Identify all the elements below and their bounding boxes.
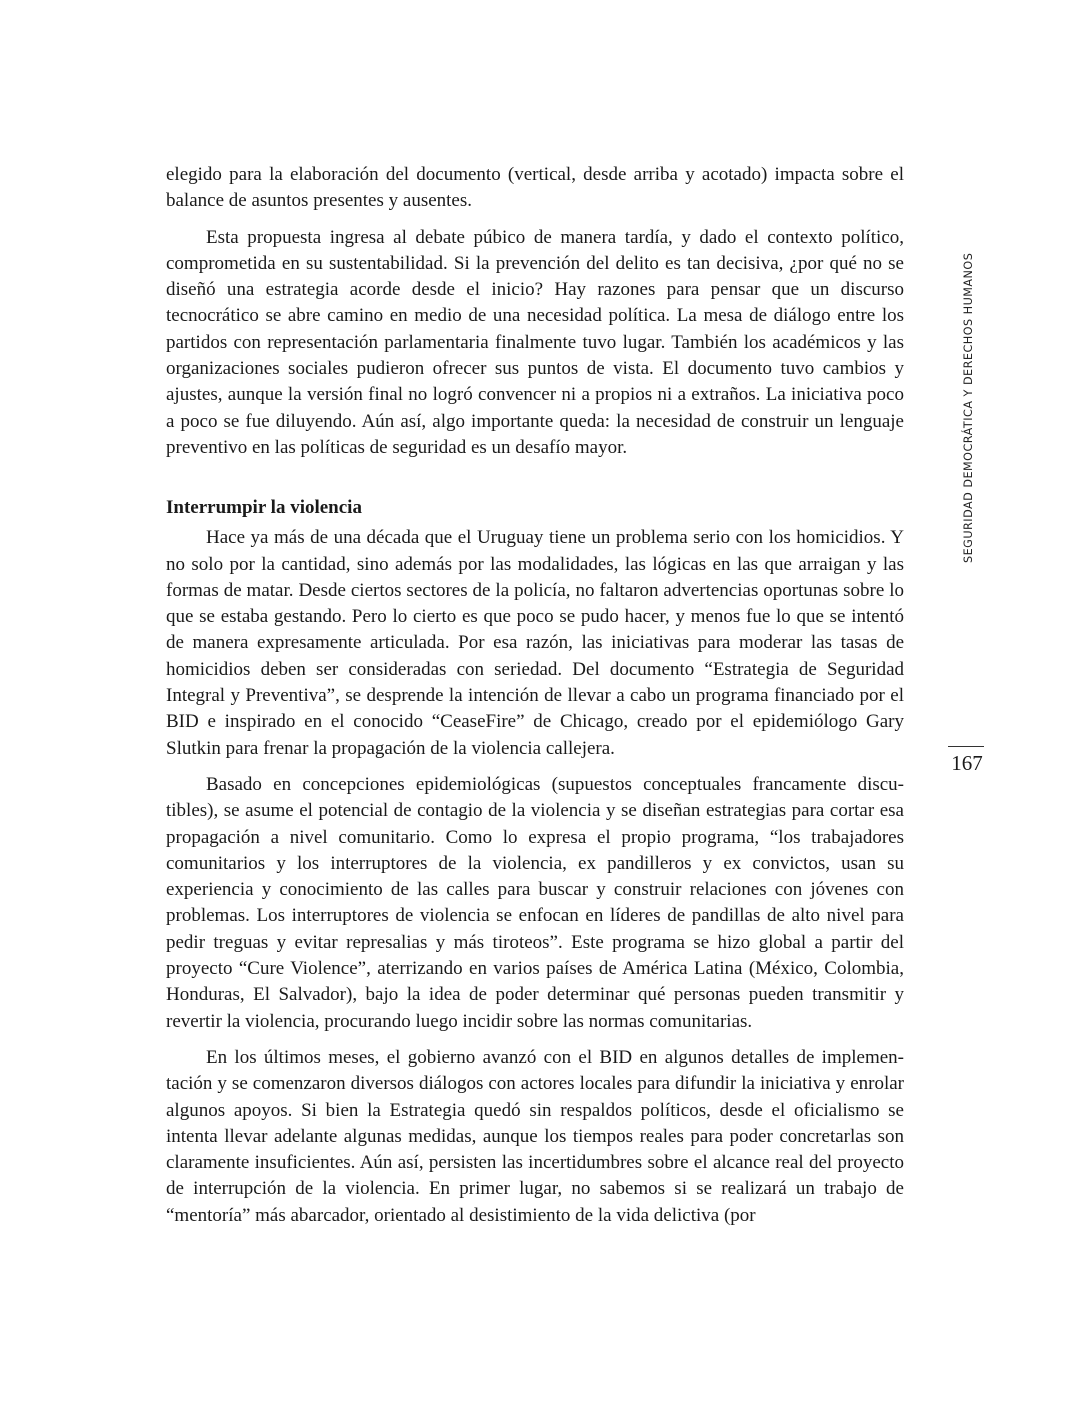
paragraph: Hace ya más de una década que el Uruguay tiene un problema serio con los homicidios. Y no solo por la cantidad, sino además por las modalidades, las lógicas en las que arraigan y las formas de matar. Desde ciertos sectores de la policía, no faltaron advertencias oportunas sobre lo que se estaba gestando. Pero lo cierto es que poco se pudo hacer, y menos fue lo que se intentó de manera expresamente articulada. Por esa razón, las iniciativas para moderar las tasas de homicidios deben ser consideradas con seriedad. Del documento “Estrategia de Seguridad Integral y Preventiva”, se desprende la intención de llevar a cabo un programa financiado por el BID e inspirado en el conocido “CeaseFire” de Chicago, creado por el epidemiólogo Gary Slutkin para frenar la propagación de la violencia callejera. — [166, 527, 904, 759]
paragraph: En los últimos meses, el gobierno avanzó con el BID en algunos detalles de implementación y se comenzaron diversos diálogos con actores locales para difundir la iniciativa y enrolar algunos apoyos. Si bien la Estrategia quedó sin respaldos políticos, desde el oficialismo se intenta llevar adelante algunas medidas, aunque los tiempos reales para poder concretarlas son claramente insuficientes. Aún así, persisten las incertidumbres sobre el alcance real del proyecto de interrupción de la violencia. En primer lugar, no sabemos si se realizará un trabajo de “mentoría” más abarcador, orientado al desistimiento de la vida delictiva (por — [166, 1046, 904, 1226]
body-text — [166, 162, 904, 1229]
section-heading: Interrumpir la violencia — [166, 497, 362, 519]
page-number: 167 — [951, 751, 983, 775]
paragraph: Basado en concepciones epidemiológicas (supuestos conceptuales francamente discutibles), se asume el potencial de contagio de la violencia y se diseñan estrategias para cortar esa propagación a nivel comunitario. Como lo expresa el propio programa, “los trabajadores comunitarios y los interruptores de la violencia, ex pandilleros y ex convictos, usan su experiencia y conocimiento de las calles para buscar y construir relaciones con jóvenes con problemas. Los interruptores de violencia se enfocan en líderes de pandillas de alto nivel para pedir treguas y evitar represalias y más tiroteos”. Este programa se hizo global a partir del proyecto “Cure Violence”, aterrizando en varios países de América Latina (México, Colombia, Honduras, El Salvador), bajo la idea de poder determinar qué personas pueden transmitir y revertir la violencia, procurando luego incidir sobre las normas comunitarias. — [166, 773, 904, 1032]
page-number-rule — [948, 746, 984, 747]
running-head: SEGURIDAD DEMOCRÁTICA Y DERECHOS HUMANOS — [962, 252, 975, 563]
paragraph: elegido para la elaboración del documento (vertical, desde arriba y acotado) impacta sobre el balance de asuntos presentes y ausentes. — [166, 164, 904, 212]
paragraph: Esta propuesta ingresa al debate púbico de manera tardía, y dado el contexto político, comprometida en su sustentabilidad. Si la prevención del delito es tan decisiva, ¿por qué no se diseñó una estrategia acorde desde el inicio? Hay razones para pensar que un discurso tecnocrático se abre camino en medio de una necesidad política. La mesa de diálogo entre los partidos con representación parlamentaria finalmente tuvo lugar. También los académicos y las organizaciones sociales pudieron ofrecer sus puntos de vista. El documento tuvo cambios y ajustes, aunque la versión final no logró convencer ni a propios ni a extraños. La iniciativa poco a poco se fue diluyendo. Aún así, algo importante queda: la necesidad de construir un lenguaje preventivo en las políticas de seguridad es un desafío mayor. — [166, 226, 904, 458]
